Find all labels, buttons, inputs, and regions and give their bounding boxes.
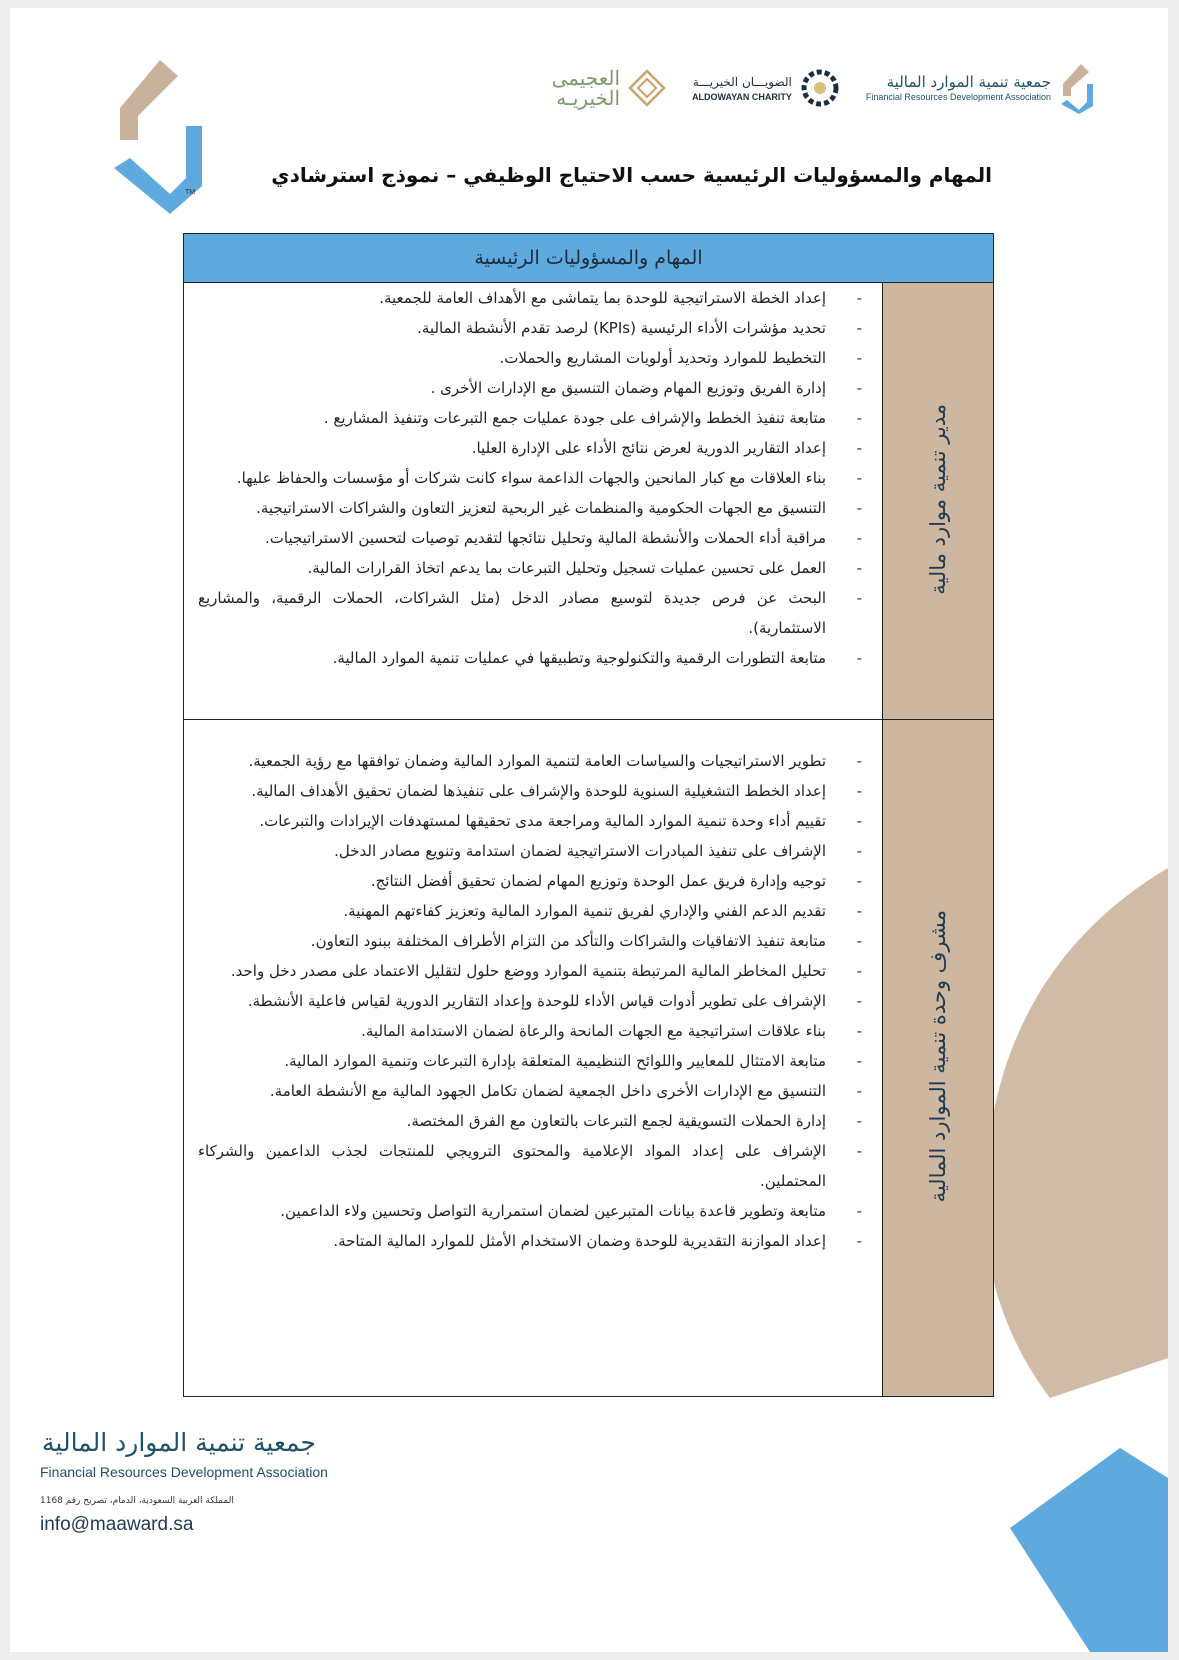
table-header: المهام والمسؤوليات الرئيسية	[184, 234, 994, 283]
list-item: - التنسيق مع الإدارات الأخرى داخل الجمعية لضمان تكامل الجهود المالية مع الأنشطة العامة.	[198, 1076, 882, 1106]
alujaimi-logo-ar: العجيمى الخيريـه	[551, 66, 621, 110]
list-item: - تقديم الدعم الفني والإداري لفريق تنمية الموارد المالية وتعزيز كفاءتهم المهنية.	[198, 896, 882, 926]
alujaimi-logo-icon	[628, 69, 666, 107]
list-item: - توجيه وإدارة فريق عمل الوحدة وتوزيع المهام لضمان تحقيق أفضل النتائج.	[198, 866, 882, 896]
fin-resources-logo-icon	[1059, 62, 1093, 114]
list-item: - تحديد مؤشرات الأداء الرئيسية (KPIs) لرصد تقدم الأنشطة المالية.	[198, 313, 882, 343]
list-item: - إدارة الحملات التسويقية لجمع التبرعات بالتعاون مع الفرق المختصة.	[198, 1106, 882, 1136]
alujaimi-logo	[520, 68, 666, 108]
list-item: - متابعة تنفيذ الاتفاقيات والشراكات والتأكد من التزام الأطراف المختلفة ببنود التعاون.	[198, 926, 882, 956]
list-item: - مراقبة أداء الحملات والأنشطة المالية وتحليل نتائجها لتقديم توصيات لتحسين الاستراتيجيات.	[198, 523, 882, 553]
aldowayan-logo-en: ALDOWAYAN CHARITY	[692, 92, 792, 102]
task-list	[184, 746, 882, 1256]
list-item: - العمل على تحسين عمليات تسجيل وتحليل التبرعات بما يدعم اتخاذ القرارات المالية.	[198, 553, 882, 583]
document-title: المهام والمسؤوليات الرئيسية حسب الاحتياج الوظيفي – نموذج استرشادي	[271, 163, 992, 187]
role-cell	[883, 283, 994, 720]
responsibilities-table	[183, 233, 994, 1397]
table-row	[184, 283, 994, 720]
footer-org-name-ar: جمعية تنمية الموارد المالية	[42, 1428, 316, 1457]
list-item: - بناء العلاقات مع كبار المانحين والجهات الداعمة سواء كانت شركات أو مؤسسات والحفاظ عليها.	[198, 463, 882, 493]
list-item: - إعداد التقارير الدورية لعرض نتائج الأداء على الإدارة العليا.	[198, 433, 882, 463]
table-row	[184, 720, 994, 1397]
list-item: - إعداد الخطط التشغيلية السنوية للوحدة والإشراف على تنفيذها لضمان تحقيق الأهداف المالية.	[198, 776, 882, 806]
fin-resources-logo-ar: جمعية تنمية الموارد المالية	[886, 73, 1051, 91]
fin-resources-logo	[866, 62, 1093, 114]
list-item: - التنسيق مع الجهات الحكومية والمنظمات غير الربحية لتعزيز التعاون والشراكات الاستراتيجية.	[198, 493, 882, 523]
svg-text:TM: TM	[185, 189, 196, 196]
role-title: مشرف وحدة تنمية الموارد المالية	[926, 909, 950, 1203]
association-emblem-icon	[114, 60, 202, 214]
aldowayan-logo-ar: الضويـــان الخيريـــة	[692, 75, 792, 89]
tan-arc-decoration	[985, 868, 1168, 1398]
footer-org-name-en: Financial Resources Development Association	[40, 1464, 328, 1480]
list-item: - الإشراف على تنفيذ المبادرات الاستراتيجية لضمان استدامة وتنويع مصادر الدخل.	[198, 836, 882, 866]
fin-resources-logo-en: Financial Resources Development Association	[865, 92, 1051, 102]
aldowayan-logo	[692, 68, 840, 108]
blue-triangle-decoration	[1010, 1448, 1168, 1652]
list-item: - إعداد الموازنة التقديرية للوحدة وضمان الاستخدام الأمثل للموارد المالية المتاحة.	[198, 1226, 882, 1256]
list-item: - إعداد الخطة الاستراتيجية للوحدة بما يتماشى مع الأهداف العامة للجمعية.	[198, 283, 882, 313]
list-item: - الإشراف على إعداد المواد الإعلامية والمحتوى الترويجي للمنتجات لجذب الداعمين والشركاء المحتملين.	[198, 1136, 882, 1196]
list-item: - إدارة الفريق وتوزيع المهام وضمان التنسيق مع الإدارات الأخرى .	[198, 373, 882, 403]
header-logos	[520, 48, 1093, 128]
footer-email-link[interactable]: info@maaward.sa	[40, 1514, 194, 1535]
list-item: - متابعة تنفيذ الخطط والإشراف على جودة عمليات جمع التبرعات وتنفيذ المشاريع .	[198, 403, 882, 433]
role-title: مدير تنمية موارد مالية	[926, 403, 950, 595]
document-page	[10, 8, 1168, 1652]
role-cell	[883, 720, 994, 1397]
list-item: - تقييم أداء وحدة تنمية الموارد المالية ومراجعة مدى تحقيقها لمستهدفات الإيرادات والتبرعات.	[198, 806, 882, 836]
footer-license: المملكة العربية السعودية، الدمام، تصريح رقم 1168	[40, 1496, 234, 1506]
list-item: - تطوير الاستراتيجيات والسياسات العامة لتنمية الموارد المالية وضمان توافقها مع رؤية الجمعية.	[198, 746, 882, 776]
items-cell	[184, 283, 883, 720]
list-item: - متابعة وتطوير قاعدة بيانات المتبرعين لضمان استمرارية التواصل وتحسين ولاء الداعمين.	[198, 1196, 882, 1226]
list-item: - الإشراف على تطوير أدوات قياس الأداء للوحدة وإعداد التقارير الدورية لقياس فاعلية الأنشطة.	[198, 986, 882, 1016]
list-item: - متابعة التطورات الرقمية والتكنولوجية وتطبيقها في عمليات تنمية الموارد المالية.	[198, 643, 882, 673]
items-cell	[184, 720, 883, 1397]
list-item: - التخطيط للموارد وتحديد أولويات المشاريع والحملات.	[198, 343, 882, 373]
task-list	[184, 283, 882, 673]
list-item: - بناء علاقات استراتيجية مع الجهات المانحة والرعاة لضمان الاستدامة المالية.	[198, 1016, 882, 1046]
list-item: - البحث عن فرص جديدة لتوسيع مصادر الدخل (مثل الشراكات، الحملات الرقمية، والمشاريع الاستثمارية).	[198, 583, 882, 643]
aldowayan-logo-icon	[800, 68, 840, 108]
list-item: - تحليل المخاطر المالية المرتبطة بتنمية الموارد ووضع حلول لتقليل الاعتماد على مصدر دخل واحد.	[198, 956, 882, 986]
list-item: - متابعة الامتثال للمعايير واللوائح التنظيمية المتعلقة بإدارة التبرعات وتنمية الموارد المالية.	[198, 1046, 882, 1076]
